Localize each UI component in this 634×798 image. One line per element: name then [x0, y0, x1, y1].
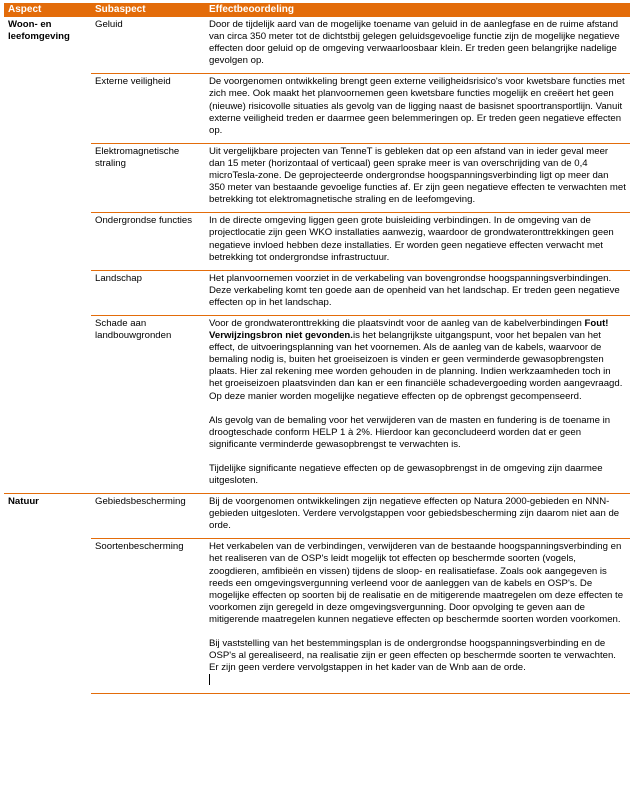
effect-paragraph: Het verkabelen van de verbindingen, verwijderen van de bestaande hoogspanningsverbinding en het realiseren van de OSP's leidt mogelijk tot effecten op beschermde soorten (vogels, zoogdieren, amfibieën en vissen) tijdens de sloop- en realisatiefase. Zoals ook aangegeven is reeds een omgevingsvergunning verleend voor de aanleggen van de kabels en OSP's. De mogelijke effecten op soorten bij de realisatie en de mitigerende maatregelen om deze effecten te voorkomen zijn geregeld in deze omgevingsvergunning. Door opvolging te geven aan de mitigerende maatregelen kunnen negatieve effecten op beschermde soorten worden voorkomen. [209, 541, 624, 625]
effect-text: Uit vergelijkbare projecten van TenneT is gebleken dat op een afstand van in ieder geval meer dan 15 meter (horizontaal of verticaal) geen sprake meer is van overschrijding van de 0,4 microTesla-zone. De geprojecteerde ondergrondse hoogspanningsverbinding ligt op meer dan 350 meter van bestaande gevoelige functies af. Er zijn geen negatieve effecten te verwachten met betrekking tot elektromagnetische straling en de leefomgeving. [209, 145, 626, 206]
effect-paragraph: Als gevolg van de bemaling voor het verwijderen van de masten en fundering is de toename in droogteschade conform HELP 1 à 2%. Hierdoor kan geconcludeerd worden dat er geen significante verminderde gewasopbrengst te verwachten is. [209, 414, 611, 450]
table-row [4, 143, 630, 212]
subaspect-schade-landbouw: Schade aan landbouwgronden [91, 315, 205, 493]
effect-soortenbescherming[interactable] [205, 539, 630, 694]
table-row [4, 315, 630, 493]
subaspect-gebiedsbescherming: Gebiedsbescherming [91, 494, 205, 539]
effect-text: In de directe omgeving liggen geen grote buisleiding verbindingen. In de omgeving van de projectlocatie zijn geen WKO installaties aanwezig, waardoor de grondwateronttrekkingen geen negatieve invloed hebben deze installaties. Er worden geen negatieve effecten verwacht met betrekking tot ondergrondse infrastructuur. [209, 215, 614, 263]
effect-paragraph: Bij vaststelling van het bestemmingsplan is de ondergrondse hoogspanningsverbinding en de OSP's al gerealiseerd, na realisatie zijn er geen effecten op beschermde soorten te verwachten. Er zijn geen verdere vervolgstappen in het kader van de Wnb aan de orde. [209, 638, 616, 674]
effect-gebiedsbescherming [205, 494, 630, 539]
subaspect-soortenbescherming: Soortenbescherming [91, 539, 205, 694]
effect-ondergrondse-functies [205, 213, 630, 270]
aspect-natuur: Natuur [4, 494, 91, 694]
effect-paragraph: Tijdelijke significante negatieve effecten op de gewasopbrengst in de omgeving zijn daarmee uitgesloten. [209, 462, 603, 486]
table-row [4, 213, 630, 270]
header-subaspect: Subaspect [91, 3, 205, 17]
effect-text: Bij de voorgenomen ontwikkelingen zijn negatieve effecten op Natura 2000-gebieden en NNN-gebieden uitgesloten. Verdere vervolgstappen voor gebiedsbescherming zijn daarom niet aan de orde. [209, 496, 620, 532]
effect-straling [205, 143, 630, 212]
effect-geluid [205, 17, 630, 74]
effect-schade-landbouw [205, 315, 630, 493]
aspect-woon: Woon- en leefomgeving [4, 17, 91, 494]
effect-text: is het belangrijkste uitgangspunt, voor het bepalen van het effect, de uitvoeringsplanning van het voornemen. Als de aanleg van de kabels, waarvoor de bemaling nodig is, buiten het groeiseizoen is vinden er geen verminderde gewasopbrengsten plaats. Hier zal rekening mee worden gehouden in de planning. Indien werkzaamheden toch in het groeiseizoen plaatsvinden dan kan er een financiële schadevergoeding worden aangevraagd. Op deze manier worden mogelijke negatieve effecten op de opbrengst gecompenseerd. [209, 330, 623, 402]
table-header [4, 3, 630, 17]
effect-paragraph [209, 318, 626, 403]
text-cursor [209, 674, 210, 685]
subaspect-geluid: Geluid [91, 17, 205, 74]
effect-table [4, 3, 630, 694]
table-row [4, 494, 630, 539]
reference-error[interactable]: Fout! Verwijzingsbron niet gevonden. [209, 317, 609, 342]
effect-text: Het planvoornemen voorziet in de verkabeling van bovengrondse hoogspanningsverbindingen. Deze verkabeling komt ten goede aan de openheid van het landschap. Er treden geen negatieve effecten op in het landschap. [209, 272, 620, 308]
table-row [4, 270, 630, 315]
effect-externe-veiligheid [205, 74, 630, 143]
subaspect-landschap: Landschap [91, 270, 205, 315]
subaspect-straling: Elektromagnetische straling [91, 143, 205, 212]
effect-landschap [205, 270, 630, 315]
effect-text: Door de tijdelijk aard van de mogelijke toename van geluid in de aanlegfase en de ruime afstand van circa 350 meter tot de dichtstbij gelegen geluidsgevoelige functie zijn de mogelijke negatieve effecten door geluid op de omgeving verwaarloosbaar klein. Er treden geen belangrijke nadelige gevolgen op. [209, 19, 620, 67]
table-row [4, 17, 630, 74]
subaspect-externe-veiligheid: Externe veiligheid [91, 74, 205, 143]
header-aspect: Aspect [4, 3, 91, 17]
subaspect-ondergrondse-functies: Ondergrondse functies [91, 213, 205, 270]
effect-text: De voorgenomen ontwikkeling brengt geen externe veiligheidsrisico's voor kwetsbare functies met zich mee. Ook maakt het planvoornemen geen kwetsbare functies mogelijk en creëert het geen (nieuwe) risicovolle situaties als gevolg van de ligging naast de basisnet spoortransportlijn. Vanuit externe veiligheid treden er daarmee geen belemmeringen op. Er treden geen negatieve effecten op. [209, 76, 625, 136]
header-effect: Effectbeoordeling [205, 3, 630, 17]
table-row [4, 539, 630, 694]
table-row [4, 74, 630, 143]
effect-text: Voor de grondwateronttrekking die plaatsvindt voor de aanleg van de kabelverbindingen [209, 317, 585, 329]
